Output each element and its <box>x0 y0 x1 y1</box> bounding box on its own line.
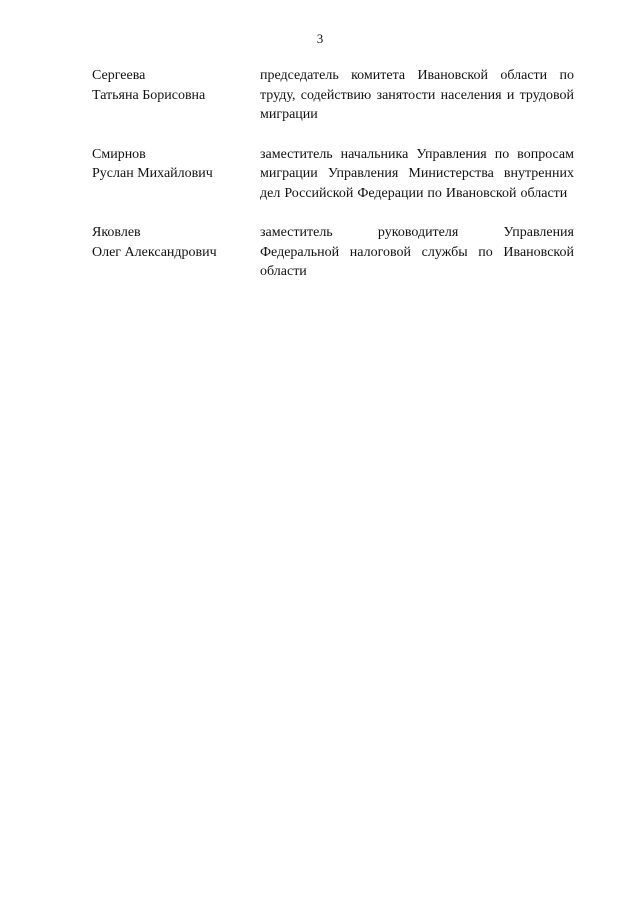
member-name <box>92 66 260 125</box>
member-position: заместитель начальника Управления по вопросам миграции Управления Министерства внутренних дел Российской Федерации по Ивановской области <box>260 146 574 201</box>
member-entry <box>92 223 574 282</box>
member-given-names: Руслан Михайлович <box>92 166 213 181</box>
members-list <box>92 66 574 302</box>
member-surname: Смирнов <box>92 146 146 162</box>
member-name <box>92 223 260 282</box>
member-name <box>92 145 260 204</box>
member-surname: Сергеева <box>92 68 146 83</box>
page-number: 3 <box>316 31 324 46</box>
member-position: заместитель руководителя Управления Федеральной налоговой службы по Ивановской области <box>260 225 574 279</box>
member-entry <box>92 66 574 125</box>
member-given-names: Олег Александрович <box>92 244 217 260</box>
member-entry <box>92 145 574 204</box>
member-given-names: Татьяна Борисовна <box>92 87 206 103</box>
member-position: председатель комитета Ивановской области по труду, содействию занятости населения и трудовой миграции <box>260 68 574 122</box>
member-surname: Яковлев <box>92 225 141 240</box>
